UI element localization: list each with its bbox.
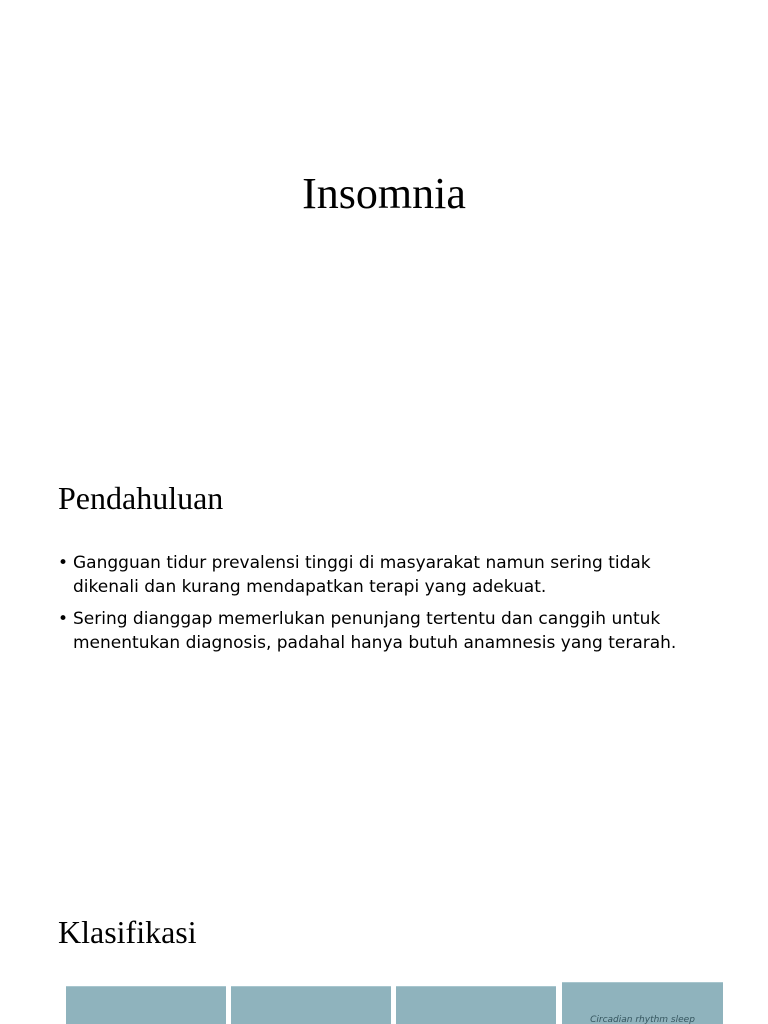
slide-title <box>0 0 768 414</box>
classification-boxes <box>66 982 723 1024</box>
bullet-icon: • <box>58 609 69 629</box>
bullet-text: Gangguan tidur prevalensi tinggi di masyarakat namun sering tidak dikenali dan kurang mendapatkan terapi yang adekuat. <box>73 553 651 597</box>
classification-box <box>231 986 391 1024</box>
slide-pendahuluan <box>0 436 768 850</box>
slide-klasifikasi <box>0 872 768 1024</box>
slide-heading: Klasifikasi <box>58 914 197 950</box>
slide-title-text: Insomnia <box>302 169 466 218</box>
bullet-list <box>58 551 718 663</box>
bullet-item <box>58 607 718 655</box>
bullet-text: Sering dianggap memerlukan penunjang tertentu dan canggih untuk menentukan diagnosis, padahal hanya butuh anamnesis yang terarah. <box>73 609 677 653</box>
classification-box <box>396 986 556 1024</box>
bullet-item <box>58 551 718 599</box>
classification-box <box>66 986 226 1024</box>
bullet-icon: • <box>58 553 69 573</box>
classification-box: Circadian rhythm sleep <box>562 982 723 1024</box>
slide-heading: Pendahuluan <box>58 480 224 516</box>
